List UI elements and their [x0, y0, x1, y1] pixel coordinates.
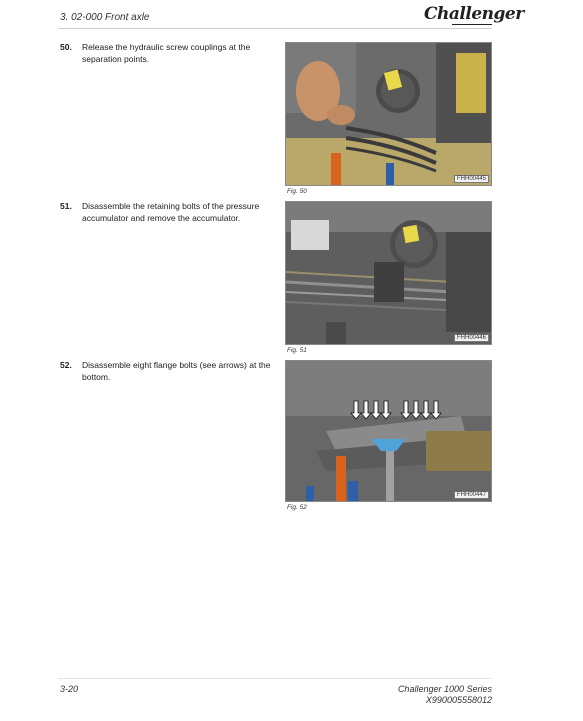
- fig-caption: Fig. 52: [287, 504, 307, 511]
- series-name: Challenger 1000 Series: [397, 684, 492, 694]
- step-50: [60, 42, 275, 65]
- photo-tag: FHH00447: [454, 491, 489, 499]
- photo-tag: FHH00445: [454, 175, 489, 183]
- document-code: X990005558012: [425, 695, 492, 705]
- header-divider: [58, 28, 492, 29]
- step-number: 52.: [60, 360, 72, 370]
- footer-divider: [58, 678, 492, 679]
- step-text: Disassemble the retaining bolts of the pressure accumulator and remove the accumulator.: [82, 201, 260, 223]
- section-title: 3. 02-000 Front axle: [60, 12, 150, 23]
- photo-tag: FHH00446: [454, 334, 489, 342]
- fig-caption: Fig. 51: [287, 347, 307, 354]
- step-51: [60, 201, 275, 224]
- photo-fig-51: [285, 201, 492, 345]
- logo-underline: [452, 24, 492, 25]
- step-text: Release the hydraulic screw couplings at the separation points.: [82, 42, 251, 64]
- step-number: 51.: [60, 201, 72, 211]
- photo-fig-50: [285, 42, 492, 186]
- hydraulic-couplings-photo: [286, 43, 491, 185]
- step-text: Disassemble eight flange bolts (see arrows) at the bottom.: [82, 360, 271, 382]
- flange-bolts-photo: [286, 361, 491, 501]
- challenger-logo: Challenger: [424, 4, 524, 24]
- page-number: 3-20: [60, 684, 79, 694]
- step-number: 50.: [60, 42, 72, 52]
- pressure-accumulator-photo: [286, 202, 491, 344]
- photo-fig-52: [285, 360, 492, 502]
- fig-caption: Fig. 50: [287, 188, 307, 195]
- step-52: [60, 360, 275, 383]
